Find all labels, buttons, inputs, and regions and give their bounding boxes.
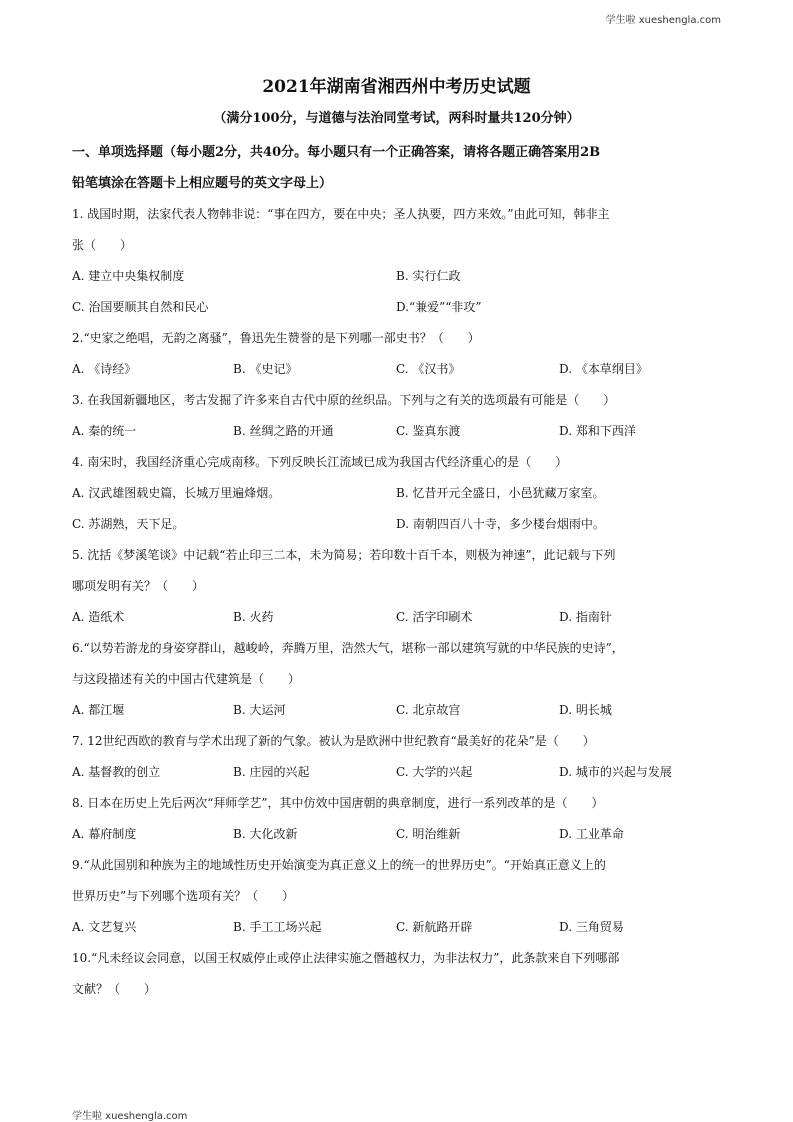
answer-option: C. 北京故宫 [396, 703, 461, 717]
question [72, 199, 732, 323]
question-text: 世界历史”与下列哪个选项有关？（ ） [72, 889, 295, 903]
answer-option: B. 火药 [233, 610, 274, 624]
answer-option: C. 苏湖熟，天下足。 [72, 517, 185, 531]
answer-option: B. 大运河 [233, 703, 286, 717]
question [72, 323, 732, 385]
option-row [72, 292, 732, 323]
answer-option: D.“兼爱”“非攻” [396, 300, 482, 314]
page-subtitle: （满分100分，与道德与法治同堂考试，两科时量共120分钟） [213, 111, 580, 126]
option-row [72, 509, 732, 540]
answer-option: A. 建立中央集权制度 [72, 269, 185, 283]
option-row [72, 757, 732, 788]
question-text: 4. 南宋时，我国经济重心完成南移。下列反映长江流域已成为我国古代经济重心的是（ ） [72, 455, 568, 469]
answer-option: B. 《史记》 [233, 362, 298, 376]
question-text: 9.“从此国别和种族为主的地域性历史开始演变为真正意义上的统一的世界历史”。“开始真正意义上的 [72, 858, 606, 872]
question [72, 943, 732, 1005]
question-text: 与这段描述有关的中国古代建筑是（ ） [72, 672, 301, 686]
answer-option: D. 城市的兴起与发展 [559, 765, 672, 779]
section-heading [72, 137, 732, 199]
option-row [72, 695, 732, 726]
option-row [72, 354, 732, 385]
question-text: 2.“史家之绝唱，无韵之离骚”，鲁迅先生赞誉的是下列哪一部史书？（ ） [72, 331, 480, 345]
question-text: 文献？（ ） [72, 982, 157, 996]
question [72, 385, 732, 447]
answer-option: D. 指南针 [559, 610, 612, 624]
answer-option: A. 秦的统一 [72, 424, 137, 438]
answer-option: B. 忆昔开元全盛日，小邑犹藏万家室。 [396, 486, 605, 500]
answer-option: D. 明长城 [559, 703, 612, 717]
question-text: 哪项发明有关？（ ） [72, 579, 205, 593]
option-row [72, 261, 732, 292]
option-row [72, 478, 732, 509]
answer-option: A. 造纸术 [72, 610, 125, 624]
question-text: 10.“凡未经议会同意，以国王权威停止或停止法律实施之僭越权力，为非法权力”，此条款来自下列哪部 [72, 951, 620, 965]
answer-option: C. 明治维新 [396, 827, 461, 841]
question-text: 8. 日本在历史上先后两次“拜师学艺”，其中仿效中国唐朝的典章制度，进行一系列改革的是（ ） [72, 796, 604, 810]
question [72, 788, 732, 850]
option-row [72, 912, 732, 943]
answer-option: A. 《诗经》 [72, 362, 137, 376]
page-title: 2021年湖南省湘西州中考历史试题 [262, 77, 531, 97]
option-row [72, 416, 732, 447]
answer-option: A. 汉武雄图载史篇，长城万里遍烽烟。 [72, 486, 281, 500]
answer-option: D. 南朝四百八十寺，多少楼台烟雨中。 [396, 517, 605, 531]
header-brand: 学生啦 xueshengla.com [605, 15, 721, 26]
answer-option: A. 文艺复兴 [72, 920, 137, 934]
question-text: 5. 沈括《梦溪笔谈》中记载“若止印三二本，未为简易；若印数十百千本，则极为神速”，此记载与下列 [72, 548, 616, 562]
option-row [72, 602, 732, 633]
answer-option: D. 工业革命 [559, 827, 624, 841]
answer-option: D. 三角贸易 [559, 920, 624, 934]
answer-option: A. 幕府制度 [72, 827, 137, 841]
answer-option: B. 庄园的兴起 [233, 765, 310, 779]
question [72, 540, 732, 633]
answer-option: C. 活字印刷术 [396, 610, 473, 624]
question [72, 850, 732, 943]
option-row [72, 819, 732, 850]
question-text: 1. 战国时期，法家代表人物韩非说：“事在四方，要在中央；圣人执要，四方来效。”由此可知，韩非主 [72, 207, 610, 221]
question [72, 447, 732, 540]
answer-option: B. 大化改新 [233, 827, 298, 841]
answer-option: C. 新航路开辟 [396, 920, 473, 934]
question-text: 张（ ） [72, 238, 133, 252]
answer-option: C. 《汉书》 [396, 362, 461, 376]
question-text: 6.“以势若游龙的身姿穿群山，越峻岭，奔腾万里，浩然大气，堪称一部以建筑写就的中华民族的史诗”， [72, 641, 624, 655]
question-text: 7. 12世纪西欧的教育与学术出现了新的气象。被认为是欧洲中世纪教育“最美好的花朵”是（ ） [72, 734, 595, 748]
answer-option: B. 手工工场兴起 [233, 920, 322, 934]
answer-option: B. 丝绸之路的开通 [233, 424, 334, 438]
answer-option: A. 都江堰 [72, 703, 125, 717]
footer-brand: 学生啦 xueshengla.com [72, 1111, 188, 1122]
answer-option: B. 实行仁政 [396, 269, 461, 283]
answer-option: C. 鉴真东渡 [396, 424, 461, 438]
answer-option: D. 郑和下西洋 [559, 424, 636, 438]
question-list [72, 199, 732, 1005]
section-heading-line: 铅笔填涂在答题卡上相应题号的英文字母上） [72, 176, 333, 191]
question [72, 633, 732, 726]
answer-option: A. 基督教的创立 [72, 765, 161, 779]
answer-option: C. 大学的兴起 [396, 765, 473, 779]
section-heading-line: 一、单项选择题（每小题2分，共40分。每小题只有一个正确答案，请将各题正确答案用2B [72, 145, 601, 160]
question-text: 3. 在我国新疆地区，考古发掘了许多来自古代中原的丝织品。下列与之有关的选项最有可能是（ ） [72, 393, 616, 407]
question [72, 726, 732, 788]
answer-option: D. 《本草纲目》 [559, 362, 648, 376]
answer-option: C. 治国要顺其自然和民心 [72, 300, 209, 314]
